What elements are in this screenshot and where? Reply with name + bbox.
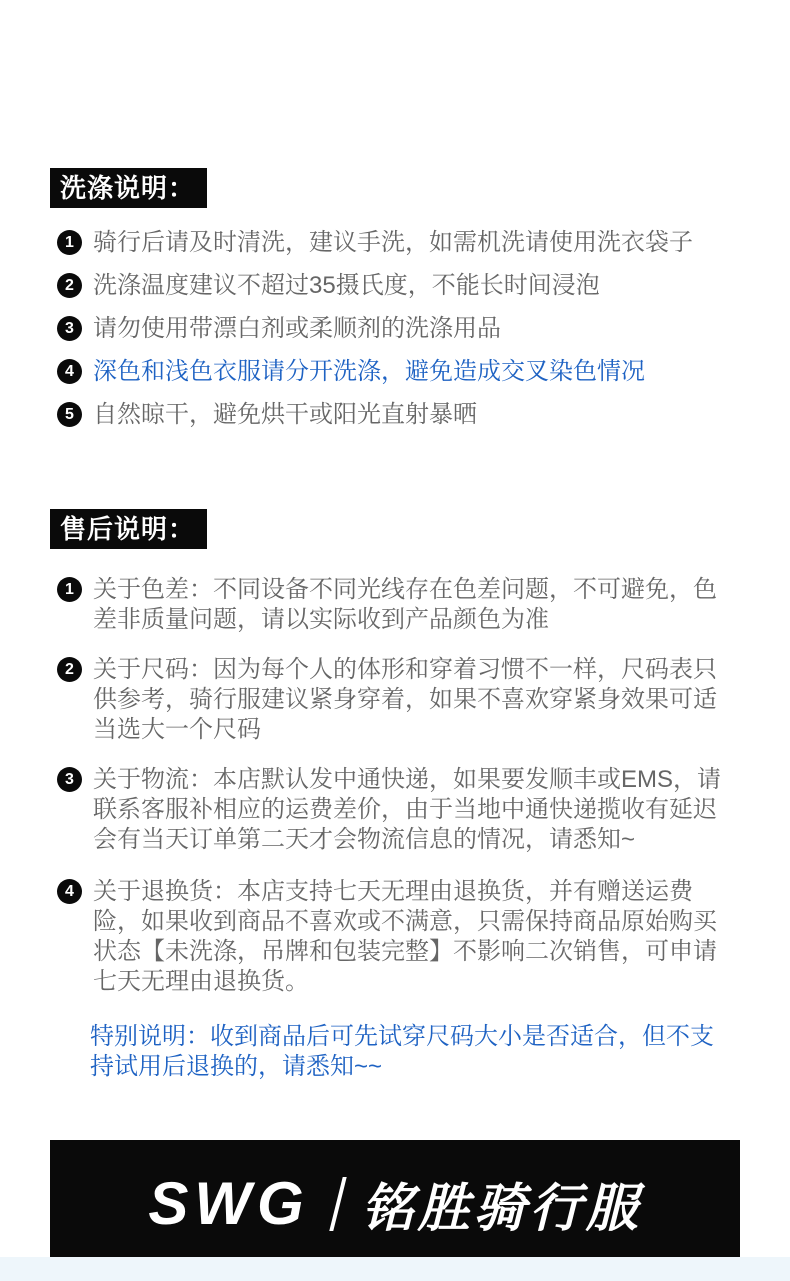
item-text: 关于物流：本店默认发中通快递，如果要发顺丰或EMS，请联系客服补相应的运费差价，由于当地中通快递揽收有延迟会有当天订单第二天才会物流信息的情况，请悉知~ bbox=[93, 766, 722, 853]
item-number-badge: 5 bbox=[57, 402, 82, 427]
after-sales-section bbox=[50, 443, 790, 1082]
item-number-badge: 3 bbox=[57, 767, 82, 792]
list-item bbox=[50, 228, 790, 258]
wash-care-title: 洗涤说明： bbox=[50, 168, 207, 208]
item-number-badge: 1 bbox=[57, 577, 82, 602]
after-sales-list bbox=[50, 575, 790, 997]
list-item bbox=[50, 765, 790, 855]
item-text: 自然晾干，避免烘干或阳光直射暴晒 bbox=[93, 401, 477, 428]
item-text: 深色和浅色衣服请分开洗涤，避免造成交叉染色情况 bbox=[93, 358, 645, 385]
item-number-badge: 4 bbox=[57, 359, 82, 384]
list-item bbox=[50, 314, 790, 344]
item-number-badge: 3 bbox=[57, 316, 82, 341]
list-item bbox=[50, 400, 790, 430]
wash-care-list bbox=[50, 228, 790, 430]
item-text: 洗涤温度建议不超过35摄氏度，不能长时间浸泡 bbox=[93, 272, 600, 299]
list-item bbox=[50, 877, 790, 997]
item-text: 关于尺码：因为每个人的体形和穿着习惯不一样，尺码表只供参考，骑行服建议紧身穿着，如果不喜欢穿紧身效果可适当选大一个尺码 bbox=[93, 656, 717, 743]
item-number-badge: 2 bbox=[57, 657, 82, 682]
brand-logo-swg: SWG bbox=[148, 1170, 310, 1237]
item-text: 关于色差：不同设备不同光线存在色差问题，不可避免，色差非质量问题，请以实际收到产品颜色为准 bbox=[93, 576, 717, 633]
wash-care-section bbox=[50, 168, 790, 430]
item-text: 请勿使用带漂白剂或柔顺剂的洗涤用品 bbox=[93, 315, 501, 342]
special-note: 特别说明：收到商品后可先试穿尺码大小是否适合，但不支持试用后退换的，请悉知~~ bbox=[90, 1023, 714, 1080]
item-number-badge: 1 bbox=[57, 230, 82, 255]
list-item bbox=[50, 357, 790, 387]
list-item bbox=[50, 655, 790, 745]
list-item bbox=[50, 575, 790, 635]
item-text: 骑行后请及时清洗，建议手洗，如需机洗请使用洗衣袋子 bbox=[93, 229, 693, 256]
item-number-badge: 4 bbox=[57, 879, 82, 904]
brand-name: 铭胜骑行服 bbox=[361, 1180, 642, 1238]
brand-divider-line bbox=[329, 1177, 346, 1231]
item-number-badge: 2 bbox=[57, 273, 82, 298]
bottom-tint-strip bbox=[0, 1257, 790, 1281]
brand-footer bbox=[50, 1140, 740, 1267]
list-item bbox=[50, 271, 790, 301]
after-sales-title: 售后说明： bbox=[50, 509, 207, 549]
item-text: 关于退换货：本店支持七天无理由退换货，并有赠送运费险，如果收到商品不喜欢或不满意，只需保持商品原始购买状态【未洗涤，吊牌和包装完整】不影响二次销售，可申请七天无理由退换货。 bbox=[93, 878, 717, 995]
